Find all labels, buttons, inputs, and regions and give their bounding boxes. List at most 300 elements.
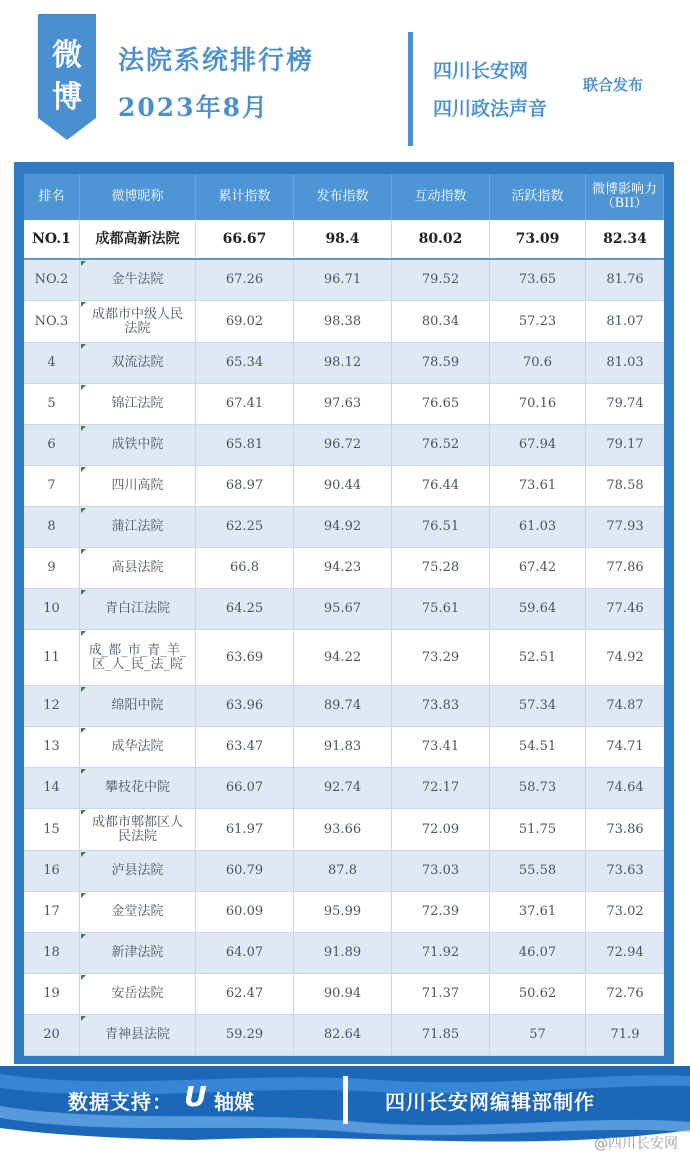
interaction-index-cell-text: 71.85	[421, 1027, 460, 1042]
weibo-name-cell-text: 四川高院	[111, 478, 164, 493]
rank-cell	[24, 260, 80, 300]
weibo-name-cell-text: 新津法院	[111, 945, 164, 960]
rank-cell	[24, 768, 80, 808]
interaction-index-cell	[392, 933, 490, 973]
corner-marker-icon	[81, 426, 86, 431]
bii-cell	[586, 589, 664, 629]
publish-index-cell	[294, 260, 392, 300]
table-row	[24, 301, 664, 343]
cumulative-index-cell-text: 60.09	[225, 904, 264, 919]
publish-index-cell	[294, 727, 392, 767]
col-header-cumulative: 累计指数	[196, 174, 294, 220]
table-row	[24, 260, 664, 301]
rank-cell-text: 14	[43, 780, 60, 795]
weibo-name-cell-text: 成华法院	[111, 739, 164, 754]
cumulative-index-cell-text: 64.25	[225, 601, 264, 616]
corner-marker-icon	[81, 1016, 86, 1021]
weibo-name-cell-text: 成铁中院	[111, 437, 164, 452]
weibo-name-cell-text: 泸县法院	[111, 863, 164, 878]
table-row	[24, 630, 664, 686]
interaction-index-cell-text: 73.41	[421, 739, 460, 754]
publish-index-cell-text: 92.74	[323, 780, 362, 795]
bii-cell-text: 71.9	[610, 1027, 640, 1042]
interaction-index-cell	[392, 589, 490, 629]
bii-cell	[586, 933, 664, 973]
interaction-index-cell-text: 76.51	[421, 519, 460, 534]
cumulative-index-cell-text: 61.97	[225, 821, 264, 837]
activity-index-cell-text: 55.58	[518, 863, 557, 878]
activity-index-cell	[490, 589, 586, 629]
corner-marker-icon	[81, 385, 86, 390]
rank-cell	[24, 851, 80, 891]
rank-cell	[24, 686, 80, 726]
publish-index-cell	[294, 768, 392, 808]
interaction-index-cell-text: 76.65	[421, 396, 460, 411]
rank-cell	[24, 507, 80, 547]
col-header-publish: 发布指数	[294, 174, 392, 220]
publish-index-cell-text: 93.66	[323, 821, 362, 837]
activity-index-cell-text: 57.23	[518, 313, 557, 329]
interaction-index-cell	[392, 466, 490, 506]
weibo-name-cell	[80, 933, 196, 973]
bii-cell	[586, 974, 664, 1014]
rank-cell-text: NO.3	[34, 313, 69, 329]
rank-cell-text: 7	[47, 478, 56, 493]
publish-index-cell-text: 97.63	[323, 396, 362, 411]
bii-cell	[586, 466, 664, 506]
header-divider	[408, 32, 413, 146]
interaction-index-cell-text: 76.44	[421, 478, 460, 493]
cumulative-index-cell-text: 65.34	[225, 355, 264, 370]
publish-index-cell	[294, 933, 392, 973]
cumulative-index-cell-text: 63.47	[225, 739, 264, 754]
interaction-index-cell	[392, 343, 490, 383]
rank-cell-text: 16	[43, 863, 60, 878]
cumulative-index-cell-text: 66.07	[225, 780, 264, 795]
interaction-index-cell-text: 75.61	[421, 601, 460, 616]
cumulative-index-cell	[196, 974, 294, 1014]
publish-index-cell-text: 95.67	[323, 601, 362, 616]
interaction-index-cell	[392, 384, 490, 424]
bii-cell	[586, 343, 664, 383]
cumulative-index-cell	[196, 507, 294, 547]
interaction-index-cell	[392, 1015, 490, 1055]
publish-index-cell	[294, 548, 392, 588]
corner-marker-icon	[81, 467, 86, 472]
bii-cell	[586, 301, 664, 342]
table-row	[24, 768, 664, 809]
col-header-name: 微博昵称	[80, 174, 196, 220]
rank-cell-text: NO.2	[34, 272, 69, 287]
cumulative-index-cell-text: 68.97	[225, 478, 264, 493]
rank-cell	[24, 1015, 80, 1055]
table-row	[24, 425, 664, 466]
corner-marker-icon	[81, 728, 86, 733]
weibo-name-cell	[80, 548, 196, 588]
data-support-label: 数据支持：	[68, 1090, 173, 1114]
interaction-index-cell-text: 76.52	[421, 437, 460, 452]
bii-cell	[586, 851, 664, 891]
publish-index-cell-text: 98.12	[323, 355, 362, 370]
activity-index-cell	[490, 466, 586, 506]
cumulative-index-cell	[196, 809, 294, 850]
activity-index-cell	[490, 384, 586, 424]
cumulative-index-cell	[196, 851, 294, 891]
interaction-index-cell	[392, 809, 490, 850]
table-row	[24, 686, 664, 727]
cumulative-index-cell	[196, 425, 294, 465]
col-header-bii	[586, 174, 664, 220]
bii-cell-text: 79.17	[606, 437, 644, 452]
publish-index-cell	[294, 974, 392, 1014]
corner-marker-icon	[81, 344, 86, 349]
rank-cell	[24, 933, 80, 973]
publish-index-cell-text: 98.4	[325, 231, 360, 247]
activity-index-cell	[490, 933, 586, 973]
bii-cell-text: 72.76	[606, 986, 644, 1001]
cumulative-index-cell	[196, 589, 294, 629]
activity-index-cell	[490, 851, 586, 891]
weibo-name-cell-text: 蒲江法院	[111, 519, 164, 534]
publish-index-cell	[294, 384, 392, 424]
cumulative-index-cell-text: 60.79	[225, 863, 264, 878]
weibo-name-cell-text: 成都市郫都区人民法院	[91, 814, 183, 844]
activity-index-cell	[490, 548, 586, 588]
weibo-name-cell-text: 青神县法院	[104, 1027, 170, 1042]
bii-cell	[586, 425, 664, 465]
activity-index-cell-text: 73.61	[518, 478, 557, 493]
activity-index-cell	[490, 974, 586, 1014]
interaction-index-cell	[392, 974, 490, 1014]
publish-index-cell-text: 98.38	[323, 313, 362, 329]
weibo-name-cell	[80, 589, 196, 629]
activity-index-cell	[490, 260, 586, 300]
activity-index-cell	[490, 768, 586, 808]
interaction-index-cell-text: 73.83	[421, 698, 460, 713]
table-row	[24, 507, 664, 548]
publisher-1: 四川长安网	[433, 60, 529, 82]
activity-index-cell-text: 58.73	[518, 780, 557, 795]
activity-index-cell	[490, 301, 586, 342]
activity-index-cell	[490, 809, 586, 850]
activity-index-cell	[490, 727, 586, 767]
publish-index-cell	[294, 630, 392, 685]
col-header-activity: 活跃指数	[490, 174, 586, 220]
cumulative-index-cell-text: 63.69	[225, 649, 264, 665]
activity-index-cell-text: 67.94	[518, 437, 557, 452]
publish-index-cell-text: 91.83	[323, 739, 362, 754]
rank-cell	[24, 220, 80, 258]
rank-cell-text: 17	[43, 904, 60, 919]
activity-index-cell	[490, 220, 586, 258]
corner-marker-icon	[81, 769, 86, 774]
col-header-bii-line1: 微博影响力	[591, 182, 657, 197]
corner-marker-icon	[81, 975, 86, 980]
activity-index-cell-text: 51.75	[518, 821, 557, 837]
weibo-name-cell	[80, 727, 196, 767]
interaction-index-cell-text: 75.28	[421, 560, 460, 575]
interaction-index-cell	[392, 301, 490, 342]
rank-cell-text: 8	[47, 519, 56, 534]
bii-cell-text: 79.74	[606, 396, 644, 411]
weibo-name-cell	[80, 686, 196, 726]
interaction-index-cell	[392, 892, 490, 932]
weibo-name-cell-text: 成_都_市_青_羊_区_人_民_法_院	[88, 642, 187, 672]
col-header-interaction: 互动指数	[392, 174, 490, 220]
cumulative-index-cell	[196, 933, 294, 973]
publish-index-cell	[294, 1015, 392, 1055]
activity-index-cell	[490, 425, 586, 465]
bii-cell	[586, 220, 664, 258]
cumulative-index-cell	[196, 768, 294, 808]
weibo-name-cell	[80, 260, 196, 300]
bii-cell-text: 74.64	[606, 780, 644, 795]
activity-index-cell	[490, 1015, 586, 1055]
bii-cell	[586, 1015, 664, 1055]
table-row	[24, 343, 664, 384]
cumulative-index-cell	[196, 343, 294, 383]
bii-cell	[586, 727, 664, 767]
col-header-rank: 排名	[24, 174, 80, 220]
activity-index-cell-text: 73.65	[518, 272, 557, 287]
weibo-badge	[38, 14, 96, 140]
publish-index-cell	[294, 466, 392, 506]
rank-cell-text: 10	[43, 601, 60, 616]
cumulative-index-cell-text: 67.41	[225, 396, 264, 411]
bii-cell-text: 82.34	[603, 231, 647, 247]
publish-index-cell	[294, 892, 392, 932]
publish-index-cell-text: 90.94	[323, 986, 362, 1001]
weibo-name-cell	[80, 301, 196, 342]
rank-cell	[24, 384, 80, 424]
weibo-name-cell	[80, 466, 196, 506]
rank-cell	[24, 892, 80, 932]
publish-index-cell-text: 94.22	[323, 649, 362, 665]
activity-index-cell-text: 54.51	[518, 739, 557, 754]
zhoumei-logo-name: 轴媒	[214, 1090, 254, 1114]
interaction-index-cell	[392, 768, 490, 808]
weibo-name-cell-text: 安岳法院	[111, 986, 164, 1001]
rank-cell	[24, 974, 80, 1014]
badge-char-2: 博	[52, 80, 82, 115]
rank-cell-text: NO.1	[32, 231, 71, 247]
activity-index-cell	[490, 686, 586, 726]
cumulative-index-cell	[196, 466, 294, 506]
weibo-name-cell-text: 金堂法院	[111, 904, 164, 919]
activity-index-cell	[490, 892, 586, 932]
page-title: 法院系统排行榜	[118, 46, 315, 76]
corner-marker-icon	[81, 934, 86, 939]
rank-cell-text: 20	[43, 1027, 60, 1042]
bii-cell-text: 77.86	[606, 560, 644, 575]
publish-index-cell	[294, 343, 392, 383]
activity-index-cell-text: 70.6	[523, 355, 552, 370]
interaction-index-cell-text: 71.92	[421, 945, 460, 960]
rank-cell-text: 12	[43, 698, 60, 713]
col-header-bii-line2: （BII）	[601, 196, 648, 211]
activity-index-cell	[490, 343, 586, 383]
publish-index-cell-text: 95.99	[323, 904, 362, 919]
interaction-index-cell-text: 73.29	[421, 649, 460, 665]
cumulative-index-cell-text: 67.26	[225, 272, 264, 287]
interaction-index-cell-text: 73.03	[421, 863, 460, 878]
weibo-name-cell	[80, 630, 196, 685]
bii-cell-text: 74.71	[606, 739, 644, 754]
publish-index-cell	[294, 220, 392, 258]
corner-marker-icon	[81, 687, 86, 692]
table-row	[24, 892, 664, 933]
weibo-name-cell-text: 绵阳中院	[111, 698, 164, 713]
table-row	[24, 809, 664, 851]
cumulative-index-cell-text: 66.67	[222, 231, 267, 247]
rank-cell-text: 13	[43, 739, 60, 754]
rank-cell-text: 4	[47, 355, 56, 370]
rank-cell-text: 9	[47, 560, 56, 575]
bii-cell-text: 81.03	[606, 355, 644, 370]
interaction-index-cell	[392, 727, 490, 767]
activity-index-cell-text: 59.64	[518, 601, 557, 616]
corner-marker-icon	[81, 631, 86, 636]
rank-cell-text: 11	[43, 649, 60, 665]
rank-cell	[24, 727, 80, 767]
weibo-name-cell	[80, 425, 196, 465]
bii-cell	[586, 260, 664, 300]
publish-index-cell	[294, 507, 392, 547]
rank-cell	[24, 343, 80, 383]
rank-cell	[24, 630, 80, 685]
rank-cell-text: 6	[47, 437, 56, 452]
weibo-name-cell	[80, 851, 196, 891]
activity-index-cell	[490, 507, 586, 547]
cumulative-index-cell-text: 63.96	[225, 698, 264, 713]
activity-index-cell-text: 73.09	[515, 231, 560, 247]
weibo-watermark: @四川长安网	[594, 1136, 678, 1152]
table-row	[24, 589, 664, 630]
bii-cell-text: 72.94	[606, 945, 644, 960]
bii-cell	[586, 809, 664, 850]
weibo-name-cell-text: 双流法院	[111, 355, 164, 370]
bii-cell	[586, 507, 664, 547]
publish-index-cell-text: 82.64	[323, 1027, 362, 1042]
bii-cell-text: 73.86	[606, 821, 644, 837]
weibo-name-cell-text: 青白江法院	[104, 601, 170, 616]
bii-cell	[586, 384, 664, 424]
weibo-name-cell	[80, 974, 196, 1014]
publish-index-cell-text: 91.89	[323, 945, 362, 960]
weibo-name-cell	[80, 809, 196, 850]
joint-release-label: 联合发布	[583, 76, 644, 94]
table-row	[24, 548, 664, 589]
cumulative-index-cell-text: 65.81	[225, 437, 264, 452]
interaction-index-cell-text: 80.02	[418, 231, 463, 247]
cumulative-index-cell	[196, 384, 294, 424]
rank-cell	[24, 589, 80, 629]
cumulative-index-cell-text: 64.07	[225, 945, 264, 960]
corner-marker-icon	[81, 590, 86, 595]
corner-marker-icon	[81, 508, 86, 513]
bii-cell	[586, 548, 664, 588]
interaction-index-cell-text: 72.17	[421, 780, 460, 795]
cumulative-index-cell	[196, 260, 294, 300]
interaction-index-cell	[392, 260, 490, 300]
bii-cell-text: 77.93	[606, 519, 644, 534]
publish-index-cell-text: 89.74	[323, 698, 362, 713]
activity-index-cell-text: 67.42	[518, 560, 557, 575]
activity-index-cell-text: 46.07	[518, 945, 557, 960]
weibo-name-cell-text: 攀枝花中院	[104, 780, 170, 795]
weibo-name-cell-text: 高县法院	[111, 560, 164, 575]
table-row	[24, 933, 664, 974]
activity-index-cell-text: 37.61	[518, 904, 557, 919]
interaction-index-cell	[392, 425, 490, 465]
interaction-index-cell-text: 71.37	[421, 986, 460, 1001]
cumulative-index-cell	[196, 301, 294, 342]
publish-index-cell-text: 87.8	[328, 863, 357, 878]
page-date: 2023年8月	[118, 93, 269, 122]
interaction-index-cell	[392, 548, 490, 588]
publish-index-cell	[294, 686, 392, 726]
publish-index-cell	[294, 809, 392, 850]
cumulative-index-cell-text: 69.02	[225, 313, 264, 329]
weibo-name-cell	[80, 220, 196, 258]
publish-index-cell-text: 94.92	[323, 519, 362, 534]
corner-marker-icon	[81, 893, 86, 898]
weibo-name-cell	[80, 892, 196, 932]
interaction-index-cell-text: 72.09	[421, 821, 460, 837]
interaction-index-cell	[392, 686, 490, 726]
producer-label: 四川长安网编辑部制作	[385, 1090, 595, 1114]
cumulative-index-cell-text: 62.25	[225, 519, 264, 534]
publish-index-cell	[294, 589, 392, 629]
weibo-name-cell-text: 成都高新法院	[95, 231, 180, 247]
corner-marker-icon	[81, 852, 86, 857]
cumulative-index-cell-text: 62.47	[225, 986, 264, 1001]
cumulative-index-cell	[196, 548, 294, 588]
activity-index-cell-text: 57.34	[518, 698, 557, 713]
bii-cell	[586, 892, 664, 932]
rank-cell-text: 18	[43, 945, 60, 960]
cumulative-index-cell	[196, 892, 294, 932]
bii-cell-text: 81.07	[606, 313, 644, 329]
bii-cell-text: 78.58	[606, 478, 644, 493]
cumulative-index-cell-text: 66.8	[230, 560, 259, 575]
table-row	[24, 851, 664, 892]
weibo-name-cell-text: 金牛法院	[111, 272, 164, 287]
cumulative-index-cell	[196, 686, 294, 726]
bii-cell	[586, 686, 664, 726]
zhoumei-logo-icon: U	[184, 1080, 207, 1113]
interaction-index-cell	[392, 220, 490, 258]
activity-index-cell-text: 50.62	[518, 986, 557, 1001]
interaction-index-cell-text: 78.59	[421, 355, 460, 370]
activity-index-cell-text: 61.03	[518, 519, 557, 534]
publish-index-cell	[294, 851, 392, 891]
interaction-index-cell	[392, 630, 490, 685]
cumulative-index-cell	[196, 1015, 294, 1055]
corner-marker-icon	[81, 302, 86, 307]
rank-cell-text: 19	[43, 986, 60, 1001]
publish-index-cell	[294, 301, 392, 342]
rank-cell	[24, 548, 80, 588]
table-row	[24, 1015, 664, 1056]
publish-index-cell-text: 96.71	[323, 272, 362, 287]
bii-cell	[586, 630, 664, 685]
activity-index-cell-text: 52.51	[518, 649, 557, 665]
weibo-name-cell-text: 锦江法院	[111, 396, 164, 411]
table-row	[24, 974, 664, 1015]
interaction-index-cell-text: 79.52	[421, 272, 460, 287]
bii-cell-text: 74.92	[606, 649, 644, 665]
